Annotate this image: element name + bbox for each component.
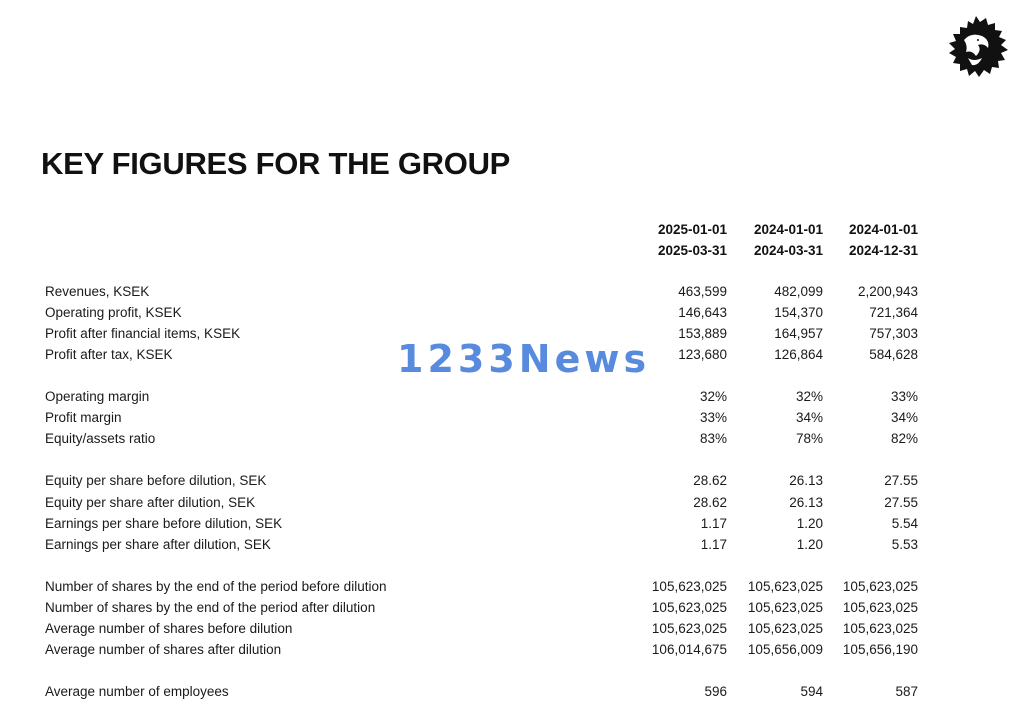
row-value: 105,623,025 [747, 579, 823, 594]
row-value: 34% [890, 410, 918, 425]
row-value: 78% [795, 431, 823, 446]
row-value: 146,643 [678, 305, 727, 320]
row-label: Operating profit, KSEK [45, 305, 182, 320]
row-value: 2,200,943 [857, 284, 918, 299]
row-label: Profit after financial items, KSEK [45, 326, 241, 341]
row-value: 1.20 [796, 516, 823, 531]
row-value: 164,957 [774, 326, 823, 341]
row-value: 596 [704, 684, 727, 699]
row-value: 5.54 [891, 516, 918, 531]
row-label: Equity per share after dilution, SEK [45, 495, 256, 510]
row-value: 463,599 [678, 284, 727, 299]
row-value: 34% [795, 410, 823, 425]
row-label: Equity per share before dilution, SEK [45, 473, 267, 488]
table-row [0, 534, 1024, 555]
row-label: Average number of employees [45, 684, 229, 699]
row-value: 28.62 [693, 473, 727, 488]
row-value: 587 [895, 684, 918, 699]
row-label: Profit after tax, KSEK [45, 347, 173, 362]
row-value: 594 [800, 684, 823, 699]
row-value: 33% [699, 410, 727, 425]
row-label: Earnings per share after dilution, SEK [45, 537, 271, 552]
row-value: 27.55 [884, 495, 918, 510]
row-label: Number of shares by the end of the period after dilution [45, 600, 376, 615]
table-row [0, 407, 1024, 428]
table-row [0, 681, 1024, 702]
row-value: 33% [890, 389, 918, 404]
table-row [0, 513, 1024, 534]
row-value: 32% [795, 389, 823, 404]
row-value: 26.13 [789, 473, 823, 488]
table-row [0, 302, 1024, 323]
column-header-full-year-2024 [798, 219, 918, 261]
row-label: Number of shares by the end of the period before dilution [45, 579, 387, 594]
row-value: 26.13 [789, 495, 823, 510]
column-period-end: 2024-12-31 [848, 243, 918, 258]
row-label: Profit margin [45, 410, 122, 425]
table-row [0, 618, 1024, 639]
row-value: 126,864 [774, 347, 823, 362]
row-value: 105,656,009 [747, 642, 823, 657]
column-period-end: 2025-03-31 [657, 243, 727, 258]
row-value: 1.17 [700, 516, 727, 531]
row-value: 82% [890, 431, 918, 446]
table-row [0, 470, 1024, 491]
page-title: KEY FIGURES FOR THE GROUP [41, 146, 511, 181]
row-value: 105,623,025 [651, 600, 727, 615]
row-value: 105,623,025 [651, 579, 727, 594]
row-value: 153,889 [678, 326, 727, 341]
column-period-end: 2024-03-31 [753, 243, 823, 258]
row-value: 123,680 [678, 347, 727, 362]
row-value: 28.62 [693, 495, 727, 510]
row-value: 105,623,025 [747, 600, 823, 615]
row-value: 32% [699, 389, 727, 404]
row-value: 105,623,025 [842, 600, 918, 615]
row-label: Earnings per share before dilution, SEK [45, 516, 283, 531]
column-period-start: 2024-01-01 [753, 222, 823, 237]
table-row [0, 597, 1024, 618]
row-value: 105,623,025 [842, 579, 918, 594]
row-value: 105,623,025 [842, 621, 918, 636]
row-value: 83% [699, 431, 727, 446]
row-value: 27.55 [884, 473, 918, 488]
column-period-start: 2025-01-01 [657, 222, 727, 237]
row-label: Equity/assets ratio [45, 431, 156, 446]
row-value: 154,370 [774, 305, 823, 320]
row-value: 105,656,190 [842, 642, 918, 657]
row-value: 106,014,675 [651, 642, 727, 657]
table-row [0, 576, 1024, 597]
row-value: 757,303 [869, 326, 918, 341]
row-value: 482,099 [774, 284, 823, 299]
row-value: 584,628 [869, 347, 918, 362]
row-label: Average number of shares before dilution [45, 621, 293, 636]
row-label: Operating margin [45, 389, 150, 404]
row-value: 1.20 [796, 537, 823, 552]
watermark-text: 1233News [397, 337, 651, 381]
creature-logo-icon [938, 10, 1014, 86]
row-value: 1.17 [700, 537, 727, 552]
row-label: Revenues, KSEK [45, 284, 150, 299]
row-value: 5.53 [891, 537, 918, 552]
table-row [0, 492, 1024, 513]
row-label: Average number of shares after dilution [45, 642, 282, 657]
table-row [0, 639, 1024, 660]
table-row [0, 386, 1024, 407]
table-row [0, 281, 1024, 302]
column-period-start: 2024-01-01 [848, 222, 918, 237]
row-value: 721,364 [869, 305, 918, 320]
table-row [0, 428, 1024, 449]
row-value: 105,623,025 [747, 621, 823, 636]
row-value: 105,623,025 [651, 621, 727, 636]
